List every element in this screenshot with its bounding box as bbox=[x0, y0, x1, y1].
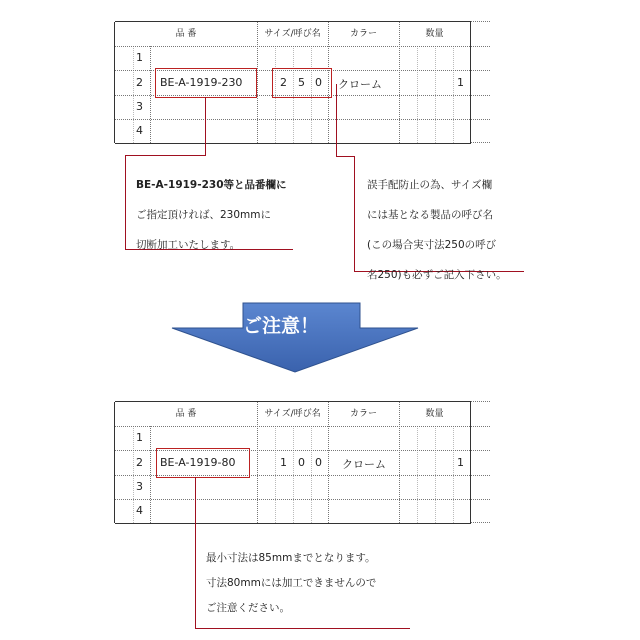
header-size: サイズ/呼び名 bbox=[264, 409, 321, 419]
row-number: 1 bbox=[136, 431, 143, 444]
header-color: カラー bbox=[349, 29, 377, 39]
quantity-value: 1 bbox=[457, 76, 464, 89]
size-digit: 0 bbox=[315, 76, 322, 89]
part-number-highlight bbox=[156, 448, 250, 478]
header-color: カラー bbox=[349, 409, 377, 419]
row-number: 1 bbox=[136, 51, 143, 64]
size-highlight bbox=[272, 68, 332, 98]
header-part-number: 品 番 bbox=[175, 409, 197, 419]
callout-cut-note: BE-A-1919-230等と品番欄に ご指定頂ければ、230mmに 切断加工いたします。 bbox=[136, 179, 287, 251]
header-part-number: 品 番 bbox=[175, 29, 197, 39]
header-quantity: 数量 bbox=[425, 29, 444, 39]
callout-size-note: 誤手配防止の為、サイズ欄 には基となる製品の呼び名 (この場合実寸法250の呼び 名250)も必ずご記入下さい。 bbox=[367, 179, 507, 281]
size-digit: 5 bbox=[298, 76, 305, 89]
row-number: 3 bbox=[136, 480, 143, 493]
part-number-value: BE-A-1919-80 bbox=[160, 456, 236, 469]
callout-minimum-note: 最小寸法は85mmまでとなります。 寸法80mmには加工できませんので ご注意ください。 bbox=[206, 552, 377, 614]
row-number: 2 bbox=[136, 76, 143, 89]
color-value: クローム bbox=[342, 458, 386, 471]
row-number: 4 bbox=[136, 504, 143, 517]
row-number: 3 bbox=[136, 100, 143, 113]
color-value: クローム bbox=[338, 78, 382, 91]
header-quantity: 数量 bbox=[425, 409, 444, 419]
part-number-value: BE-A-1919-230 bbox=[160, 76, 243, 89]
quantity-value: 1 bbox=[457, 456, 464, 469]
size-digit: 2 bbox=[280, 76, 287, 89]
size-digit: 0 bbox=[315, 456, 322, 469]
part-number-highlight bbox=[155, 68, 257, 98]
caution-label: ご注意！ bbox=[243, 315, 320, 337]
header-size: サイズ/呼び名 bbox=[264, 29, 321, 39]
row-number: 4 bbox=[136, 124, 143, 137]
size-digit: 1 bbox=[280, 456, 287, 469]
size-digit: 0 bbox=[298, 456, 305, 469]
row-number: 2 bbox=[136, 456, 143, 469]
